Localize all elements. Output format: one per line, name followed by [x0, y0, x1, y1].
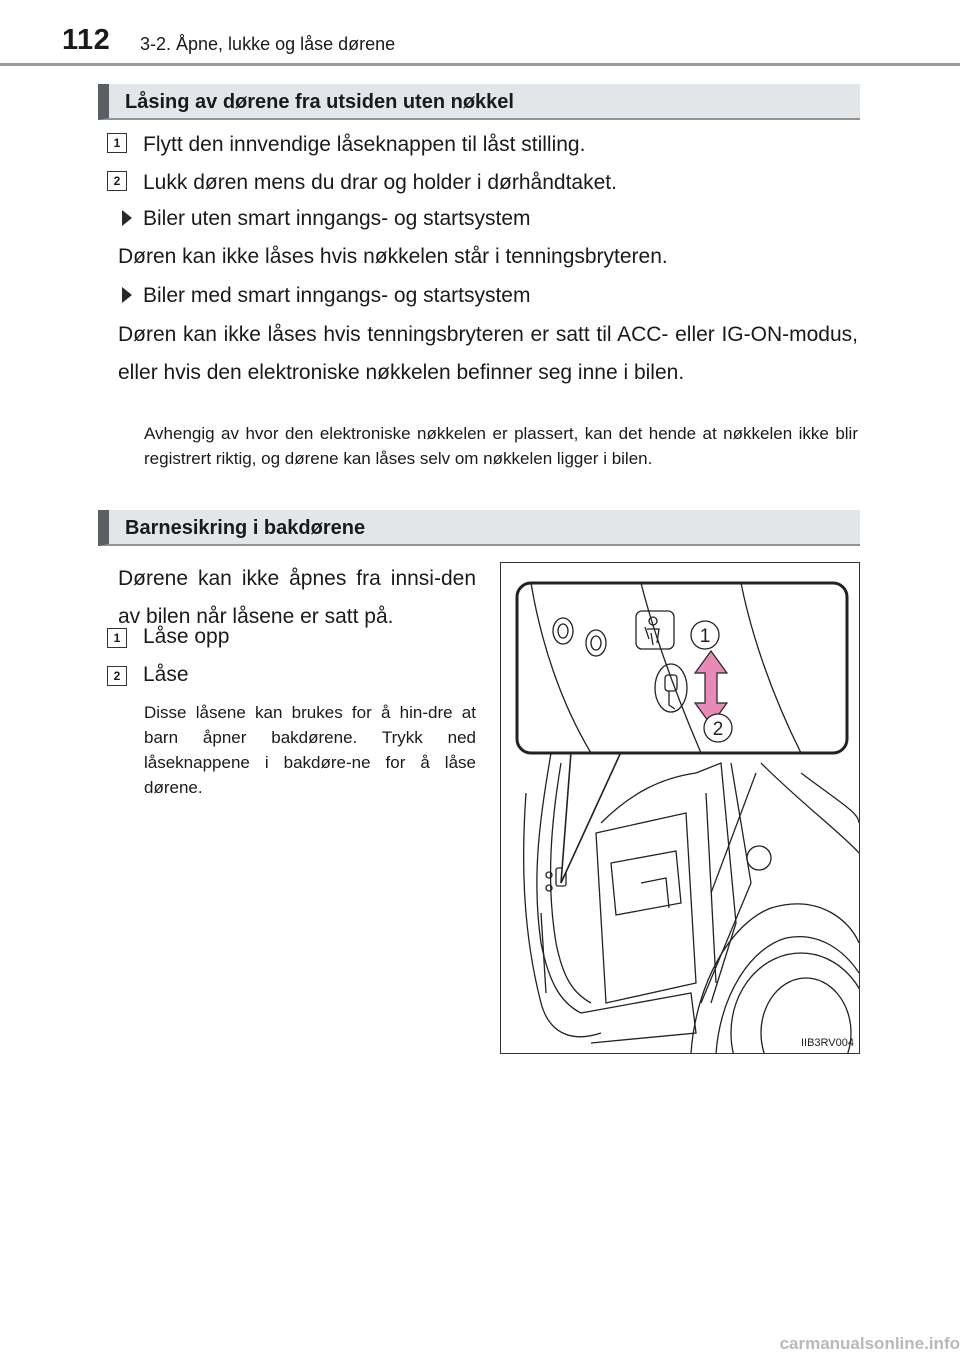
callout-1: 1 — [699, 626, 711, 647]
bullet-heading-smart: Biler med smart inngangs- og startsystem — [143, 284, 531, 307]
note-text: Avhengig av hvor den elektroniske nøkkelen er plassert, kan det hende at nøkkelen ikke blir registrert riktig, og dørene kan låses selv om nøkkelen ligger i bilen. — [144, 424, 858, 468]
bullet-arrow-icon — [122, 210, 132, 226]
item-unlock-text: Låse opp — [143, 625, 230, 648]
step-2-text: Lukk døren mens du drar og holder i dørhåndtaket. — [143, 171, 617, 194]
step-number-1: 1 — [107, 133, 127, 153]
child-lock-illustration — [500, 562, 860, 1054]
bullet-heading-no-smart: Biler uten smart inngangs- og startsystem — [143, 207, 531, 230]
door-illustration — [501, 563, 859, 1053]
callout-2: 2 — [712, 719, 724, 740]
bullet-text-smart: Døren kan ikke låses hvis tenningsbryteren er satt til ACC- eller IG-ON-modus, eller hvis den elektroniske nøkkelen befinner seg inne i bilen. — [118, 323, 858, 384]
item-number-1: 1 — [107, 628, 127, 648]
bullet-arrow-icon — [122, 287, 132, 303]
header-rule — [0, 63, 960, 66]
section-title: Barnesikring i bakdørene — [125, 517, 366, 539]
figure-code: IIB3RV004 — [800, 1037, 854, 1049]
bullet-text-no-smart: Døren kan ikke låses hvis nøkkelen står i tenningsbryteren. — [118, 245, 668, 268]
section-header-child-locks — [98, 510, 860, 546]
child-lock-note: Disse låsene kan brukes for å hin-dre at barn åpner bakdørene. Trykk ned låseknappene i bakdøre-ne for å låse dørene. — [144, 703, 476, 797]
watermark: carmanualsonline.info — [779, 1334, 960, 1353]
child-lock-intro: Dørene kan ikke åpnes fra innsi-den av bilen når låsene er satt på. — [118, 567, 476, 628]
item-number-2: 2 — [107, 666, 127, 686]
step-number-2: 2 — [107, 171, 127, 191]
section-header-outside-locking — [98, 84, 860, 120]
item-lock-text: Låse — [143, 663, 189, 686]
section-title: Låsing av dørene fra utsiden uten nøkkel — [125, 91, 514, 113]
step-1-text: Flytt den innvendige låseknappen til låst stilling. — [143, 133, 586, 156]
chapter-title: 3-2. Åpne, lukke og låse dørene — [140, 34, 396, 54]
page-number: 112 — [62, 24, 111, 56]
